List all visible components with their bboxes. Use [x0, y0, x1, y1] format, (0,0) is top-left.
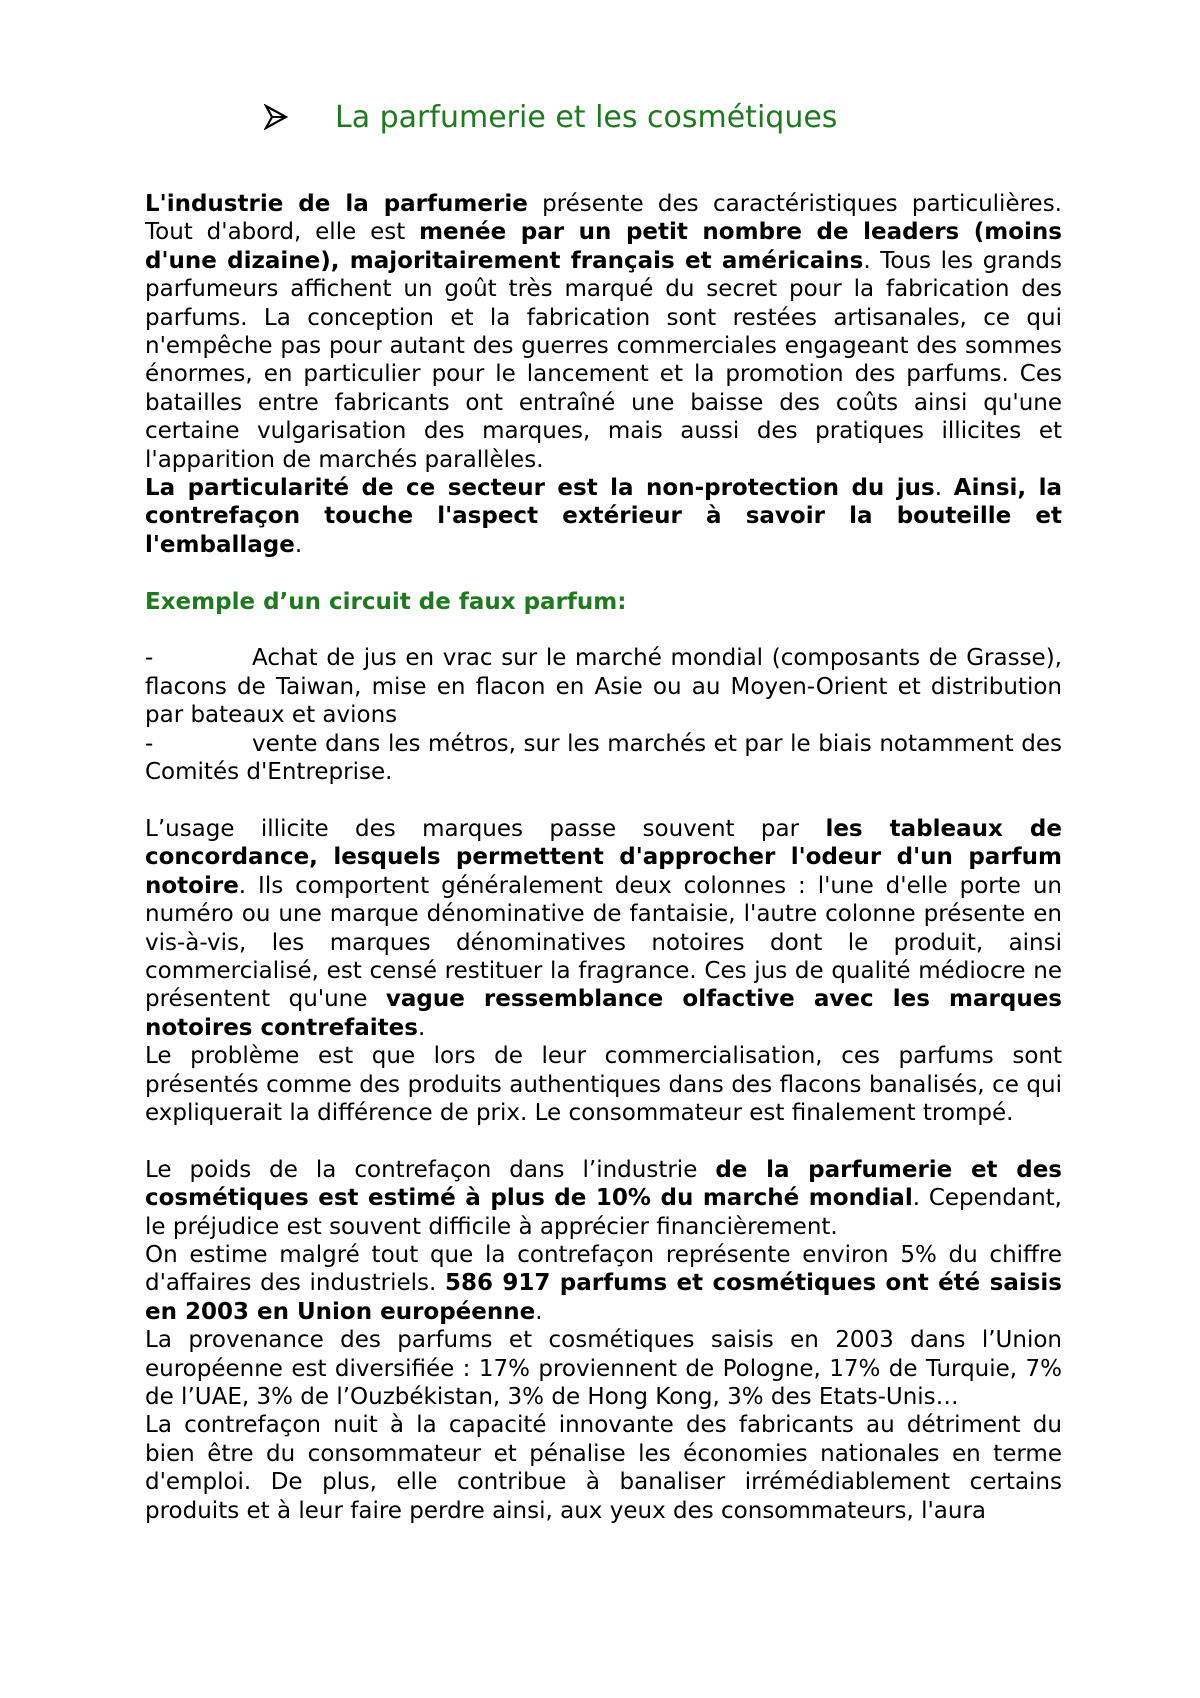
paragraph-estimate — [145, 1241, 1062, 1326]
text-span: On estime malgré tout que la contrefaçon représente environ 5% du chiffre d'affaires des industriels. — [145, 1241, 1062, 1297]
bold-span: Ainsi, la contrefaçon touche l'aspect extérieur à savoir la bouteille et l'emballage — [145, 475, 1063, 558]
text-span: . Cependant, le préjudice est souvent difficile à apprécier financièrement. — [145, 1185, 1062, 1240]
paragraph-concordance — [145, 815, 1062, 1042]
paragraph-provenance: La provenance des parfums et cosmétiques saisis en 2003 dans l’Union européenne est diversifiée : 17% proviennent de Pologne, 17% de Turquie, 7% de l’UAE, 3% de l’Ouzbékistan, 3% de Hong Kong, 3% des Etats-Unis… — [145, 1327, 1062, 1410]
blank-line — [145, 559, 1062, 587]
list-item — [145, 730, 1062, 787]
document-title — [0, 98, 1200, 142]
text-span: présente des caractéristiques particulières. Tout d'abord, elle est — [145, 191, 1062, 246]
list-dash: - — [145, 645, 154, 672]
list-item-text: vente dans les métros, sur les marchés et par le biais notamment des Comités d'Entreprise. — [145, 730, 1062, 786]
paragraph-non-protection — [145, 474, 1062, 559]
text-span: . Ils comportent généralement deux colonnes : l'une d'elle porte un numéro ou une marque dénominative de fantaisie, l'autre colonne présente en vis-à-vis, les marques dénominatives notoires dont le produit, ainsi commercialisé, est censé restituer la fragrance. Ces jus de qualité médiocre ne présentent qu'une — [145, 872, 1062, 1013]
text-span: . — [934, 475, 954, 502]
paragraph-industry-intro — [145, 190, 1062, 474]
text-span: L’usage illicite des marques passe souvent par — [145, 815, 826, 842]
example-heading: Exemple d’un circuit de faux parfum: — [145, 588, 627, 615]
arrowhead-bullet-icon — [264, 104, 288, 130]
document-body — [145, 190, 1062, 1525]
blank-line — [145, 616, 1062, 644]
bold-span: les tableaux de concordance, lesquels permettent d'approcher l'odeur d'un parfum notoire — [145, 815, 1062, 899]
text-span: . — [535, 1298, 543, 1325]
list-dash: - — [145, 730, 154, 757]
blank-line — [145, 1127, 1062, 1155]
text-span: . Tous les grands parfumeurs affichent un goût très marqué du secret pour la fabrication des parfums. La conception et la fabrication sont restées artisanales, ce qui n'empêche pas pour autant des guerres commerciales engageant des sommes énormes, en particulier pour le lancement et la promotion des parfums. Ces batailles entre fabricants ont entraîné une baisse des coûts ainsi qu'une certaine vulgarisation des marques, mais aussi des pratiques illicites et l'apparition de marchés parallèles. — [145, 247, 1063, 473]
title-text: La parfumerie et les cosmétiques — [335, 100, 838, 135]
text-span: . — [417, 1014, 426, 1041]
text-span: Le poids de la contrefaçon dans l’industrie — [145, 1156, 716, 1183]
paragraph-problem: Le problème est que lors de leur commercialisation, ces parfums sont présentés comme des produits authentiques dans des flacons banalisés, ce qui expliquerait la différence de prix. Le consommateur est finalement trompé. — [145, 1043, 1062, 1126]
text-span: . — [294, 531, 303, 558]
bold-span: menée par un petit nombre de leaders (moins d'une dizaine), majoritairement français et américains — [145, 219, 1062, 274]
paragraph-weight — [145, 1156, 1062, 1241]
bold-span: L'industrie de la parfumerie — [145, 191, 528, 217]
bold-span: La particularité de ce secteur est la non-protection du jus — [145, 475, 935, 502]
bold-span: vague ressemblance olfactive avec les marques notoires contrefaites — [145, 986, 1062, 1041]
paragraph-impact: La contrefaçon nuit à la capacité innovante des fabricants au détriment du bien être du consommateur et pénalise les économies nationales en terme d'emploi. De plus, elle contribue à banaliser irrémédiablement certains produits et à leur faire perdre ainsi, aux yeux des consommateurs, l'aura — [145, 1412, 1062, 1524]
blank-line — [145, 787, 1062, 815]
list-item-text: Achat de jus en vrac sur le marché mondial (composants de Grasse), flacons de Taiwan, mise en flacon en Asie ou au Moyen-Orient et distribution par bateaux et avions — [145, 645, 1062, 729]
bold-span: de la parfumerie et des cosmétiques est estimé à plus de 10% du marché mondial — [145, 1156, 1062, 1212]
list-item — [145, 644, 1062, 729]
bold-span: 586 917 parfums et cosmétiques ont été saisis en 2003 en Union européenne — [145, 1270, 1062, 1325]
